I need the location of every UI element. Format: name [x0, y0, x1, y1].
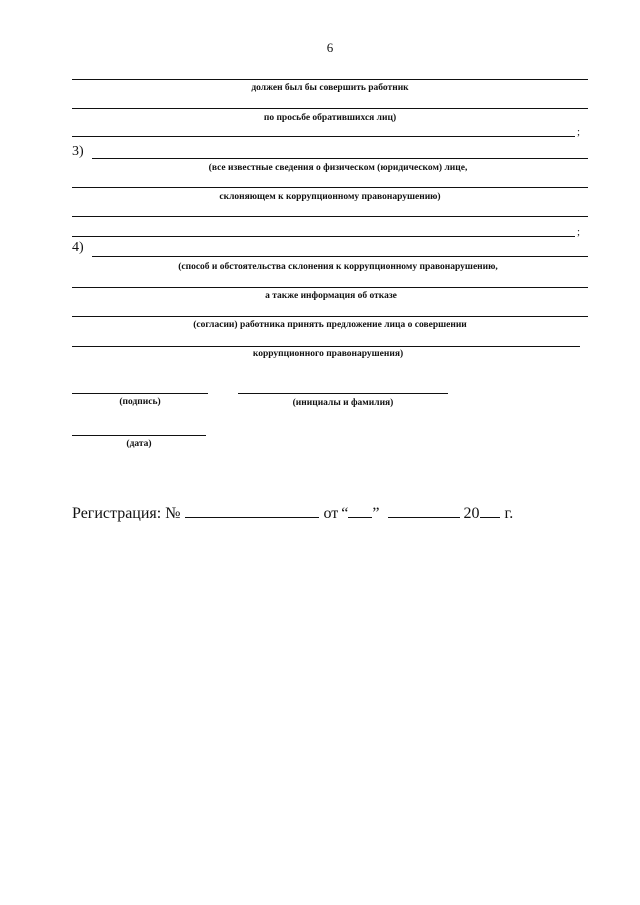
registration-from: от	[323, 505, 339, 522]
registration-row	[72, 504, 513, 524]
field-caption: склоняющем к коррупционному правонарушению)	[219, 192, 441, 202]
field-caption: коррупционного правонарушения)	[252, 349, 404, 359]
fill-line	[72, 79, 588, 80]
year-blank	[480, 516, 500, 518]
registration-number-blank	[185, 516, 319, 518]
fill-line	[72, 216, 588, 217]
date-line	[72, 435, 206, 436]
field-caption: (согласии) работника принять предложение лица о совершении	[193, 320, 467, 330]
fill-line	[72, 108, 588, 109]
item-terminator: ;	[577, 126, 581, 138]
signature-line	[72, 393, 208, 394]
month-blank	[388, 516, 460, 518]
fill-line	[72, 187, 588, 188]
initials-line	[238, 393, 448, 394]
fill-line	[92, 256, 588, 257]
fill-line	[72, 316, 588, 317]
field-caption: а также информация об отказе	[265, 291, 397, 301]
signature-caption: (подпись)	[119, 397, 161, 407]
year-prefix: 20	[463, 505, 480, 522]
item-terminator: ;	[577, 226, 581, 238]
item-number: 4)	[72, 240, 84, 255]
item-number: 3)	[72, 144, 84, 159]
fill-line	[72, 236, 575, 237]
fill-line	[92, 158, 588, 159]
fill-line	[72, 136, 575, 137]
close-quote: ”	[372, 505, 380, 522]
page-number: 6	[326, 40, 334, 55]
field-caption: (способ и обстоятельства склонения к коррупционному правонарушению,	[178, 262, 498, 272]
date-caption: (дата)	[126, 439, 152, 449]
open-quote: “	[341, 505, 349, 522]
fill-line	[72, 346, 580, 347]
initials-caption: (инициалы и фамилия)	[292, 398, 394, 408]
registration-label: Регистрация: №	[72, 505, 181, 522]
year-suffix: г.	[504, 505, 514, 522]
day-blank	[348, 516, 372, 518]
fill-line	[72, 287, 588, 288]
field-caption: (все известные сведения о физическом (юридическом) лице,	[208, 163, 468, 173]
field-caption: должен был бы совершить работник	[251, 83, 409, 93]
field-caption: по просьбе обратившихся лиц)	[263, 113, 397, 123]
